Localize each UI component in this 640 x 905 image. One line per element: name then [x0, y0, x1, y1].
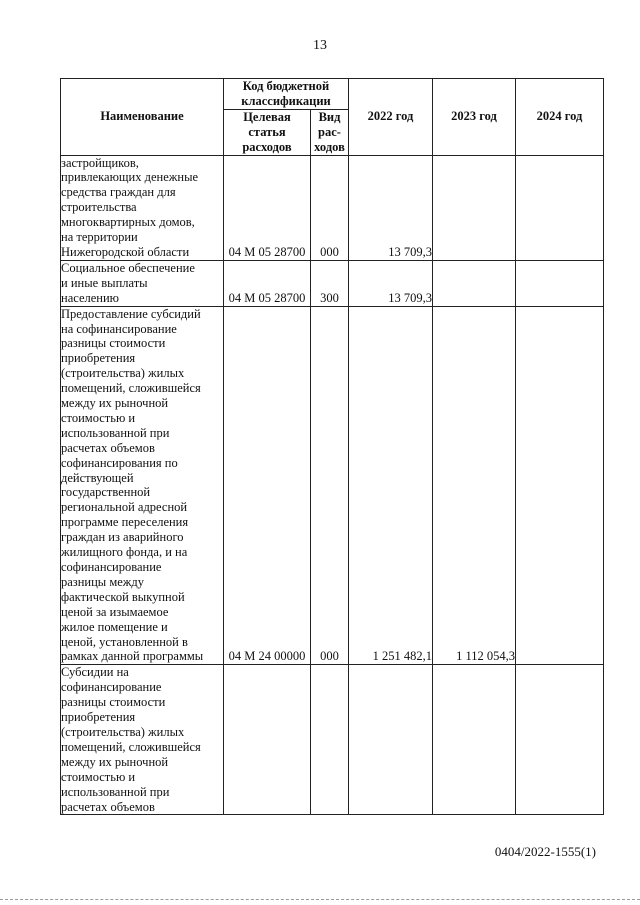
row-value-2024 [516, 260, 604, 306]
row-name: застройщиков, привлекающих денежные средства граждан для строительства многоквартирных домов, на территории Нижегородской области [61, 155, 224, 260]
header-year-2023: 2023 год [433, 79, 516, 156]
row-value-2023: 1 112 054,3 [433, 306, 516, 665]
row-target-article [224, 665, 311, 815]
header-name: Наименование [61, 79, 224, 156]
header-year-2024: 2024 год [516, 79, 604, 156]
header-budget-code: Код бюджетной классификации [224, 79, 349, 110]
row-target-article: 04 М 24 00000 [224, 306, 311, 665]
scan-edge-line [0, 899, 640, 901]
table-row [61, 665, 604, 815]
row-value-2024 [516, 155, 604, 260]
row-expense-type [311, 665, 349, 815]
row-target-article: 04 М 05 28700 [224, 260, 311, 306]
row-value-2022: 13 709,3 [349, 260, 433, 306]
row-name: Субсидии на софинансирование разницы стоимости приобретения (строительства) жилых помещений, сложившейся между их рыночной стоимостью и использованной при расчетах объемов [61, 665, 224, 815]
row-name: Предоставление субсидий на софинансирование разницы стоимости приобретения (строительства) жилых помещений, сложившейся между их рыночной стоимостью и использованной при расчетах объемов софинансирования по действующей государственной региональной адресной программе переселения граждан из аварийного жилищного фонда, и на софинансирование разницы между фактической выкупной ценой за изымаемое жилое помещение и ценой, установленной в рамках данной программы [61, 306, 224, 665]
header-expense-type: Вид рас-ходов [311, 109, 349, 155]
header-year-2022: 2022 год [349, 79, 433, 156]
row-value-2023 [433, 260, 516, 306]
table-row [61, 306, 604, 665]
row-value-2023 [433, 665, 516, 815]
row-expense-type: 000 [311, 306, 349, 665]
document-code: 0404/2022-1555(1) [494, 844, 596, 859]
row-value-2024 [516, 306, 604, 665]
row-name: Социальное обеспечение и иные выплаты населению [61, 260, 224, 306]
table-row [61, 260, 604, 306]
row-target-article: 04 М 05 28700 [224, 155, 311, 260]
row-value-2022 [349, 665, 433, 815]
row-expense-type: 300 [311, 260, 349, 306]
header-target-article: Целевая статья расходов [224, 109, 311, 155]
row-value-2023 [433, 155, 516, 260]
table-row [61, 155, 604, 260]
budget-table [60, 78, 604, 815]
row-value-2022: 1 251 482,1 [349, 306, 433, 665]
row-expense-type: 000 [311, 155, 349, 260]
row-value-2022: 13 709,3 [349, 155, 433, 260]
page-number: 13 [313, 38, 327, 53]
row-value-2024 [516, 665, 604, 815]
